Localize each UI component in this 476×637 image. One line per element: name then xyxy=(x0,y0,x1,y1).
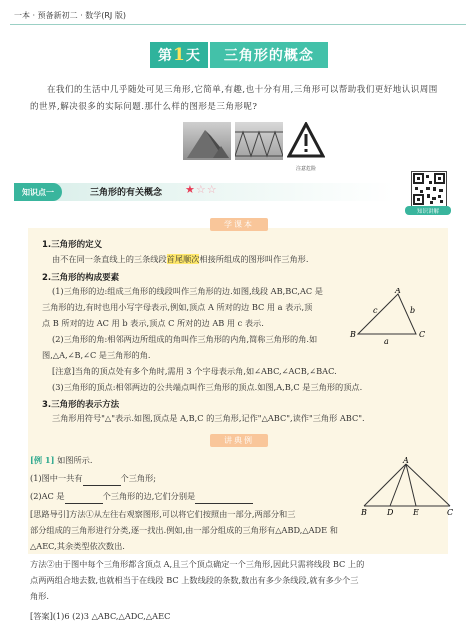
q1-before: (1)图中一共有 xyxy=(30,473,83,483)
q2-blank-1[interactable] xyxy=(65,493,103,504)
day-suffix: 天 xyxy=(185,48,200,64)
elements-line-2: 三角形的边,有时也用小写字母表示,例如,顶点 A 所对的边 BC 用 a 表示,顶 xyxy=(42,302,313,312)
vertex-a-label: A xyxy=(395,288,401,295)
pyramid-image xyxy=(183,122,231,160)
example-stem-text: 如图所示. xyxy=(57,455,93,465)
fig-c-label: C xyxy=(447,508,454,516)
warning-caption: 注意危险 xyxy=(295,166,316,172)
elements-line-1: (1)三角形的边:组成三角形的线段叫作三角形的边.如图,线段 AB,BC,AC 是 xyxy=(52,286,323,296)
examples-pill: 讲典例 xyxy=(210,434,268,447)
section-elements-title: 2.三角形的构成要素 xyxy=(42,273,120,283)
hint-line-4: 方法②由于图中每个三角形都含顶点 A,且三个顶点确定一个三角形,因此只需将线段 BC 上的 xyxy=(30,559,365,569)
difficulty-stars xyxy=(185,183,218,196)
day-prefix: 第 xyxy=(158,48,172,64)
q2-blank-2[interactable] xyxy=(195,493,253,504)
example-q1 xyxy=(30,470,156,486)
intro-paragraph: 在我们的生活中几乎随处可见三角形,它简单,有趣,也十分有用,三角形可以帮助我们更好地认识周围的世界,解决很多的实际问题.那什么样的图形是三角形呢? xyxy=(30,85,438,112)
section-definition-title: 1.三角形的定义 xyxy=(42,240,103,250)
truss-image xyxy=(235,122,283,160)
elements-note: [注意]当角的顶点处有多个角时,需用 3 个字母表示角,如∠ABC,∠ACB,∠BAC. xyxy=(52,366,337,376)
knowledge-point-tag: 知识点一 xyxy=(14,183,62,201)
pyramid-picture xyxy=(183,122,231,160)
study-pill: 学课本 xyxy=(210,218,268,231)
header-divider xyxy=(10,24,466,25)
hint-line-3: △AEC,其余类型依次数出. xyxy=(30,541,125,551)
hint-line-5: 点两两组合地去数,也就相当于在线段 BC 上数线段的条数,数出有多少条线段,就有多少个三 xyxy=(30,575,359,585)
example-label: [例 1] xyxy=(30,455,55,465)
q2-after: 个三角形的边,它们分别是 xyxy=(102,491,196,501)
knowledge-point-title: 三角形的有关概念 xyxy=(90,188,163,198)
q2-before: (2)AC 是 xyxy=(30,491,65,501)
intro-images xyxy=(183,122,325,172)
elements-line-5: 图,△A,∠B,∠C 是三角形的角. xyxy=(42,350,151,360)
star-filled-icon: ★ xyxy=(185,183,196,196)
qr-caption: 知识讲解 xyxy=(405,206,451,215)
topic-title: 三角形的概念 xyxy=(208,42,328,68)
elements-line-3: 点 B 所对的边 AC 用 b 表示,顶点 C 所对的边 AB 用 c 表示. xyxy=(42,318,264,328)
side-c-label: c xyxy=(373,306,378,315)
elements-line-4: (2)三角形的角:相邻两边所组成的角叫作三角形的内角,简称三角形的角.如 xyxy=(52,334,318,344)
example-figure xyxy=(356,456,456,516)
side-a-label: a xyxy=(384,337,389,346)
day-number: 1 xyxy=(173,45,185,65)
side-b-label: b xyxy=(410,306,416,315)
example-1-stem xyxy=(30,452,92,468)
hint-line-1: [思路导引]方法①从左往右观察图形,可以将它们按照由一部分,两部分和三 xyxy=(30,509,296,519)
example-q2 xyxy=(30,488,253,504)
truss-picture xyxy=(235,122,283,160)
definition-after: 相接所组成的图形叫作三角形. xyxy=(199,254,309,264)
knowledge-point-bar xyxy=(14,183,394,201)
hint-line-2: 部分组成的三角形进行分类,逐一找出.例如,由一部分组成的三角形有△ABD,△ADE 和 xyxy=(30,525,338,535)
fig-a-label: A xyxy=(403,456,409,465)
hint-line-6: 角形. xyxy=(30,591,49,601)
definition-before: 由不在同一条直线上的三条线段 xyxy=(52,254,167,264)
definition-highlight: 首尾顺次 xyxy=(166,254,200,264)
lesson-title xyxy=(150,42,328,68)
fig-e-label: E xyxy=(413,508,419,516)
q1-blank[interactable] xyxy=(83,475,121,486)
fig-b-label: B xyxy=(361,508,367,516)
fig-d-label: D xyxy=(387,508,394,516)
answer-line: [答案](1)6 (2)3 △ABC,△ADC,△AEC xyxy=(30,611,171,621)
section-notation-title: 3.三角形的表示方法 xyxy=(42,400,120,410)
qr-code[interactable] xyxy=(411,171,447,207)
star-empty-icon: ☆☆ xyxy=(195,183,218,196)
warning-sign xyxy=(287,122,325,172)
notation-text: 三角形用符号"△"表示.如图,顶点是 A,B,C 的三角形,记作"△ABC",读作"三角形 ABC". xyxy=(52,413,365,423)
qr-code-icon xyxy=(412,172,446,206)
vertex-b-label: B xyxy=(350,330,356,339)
elements-line-7: (3)三角形的顶点:相邻两边的公共端点叫作三角形的顶点.如图,A,B,C 是三角形的顶点. xyxy=(52,382,363,392)
definition-text xyxy=(52,251,308,267)
triangle-abc-figure xyxy=(348,288,434,346)
day-badge xyxy=(150,42,208,68)
page-header: 一本 · 预备新初二 · 数学(RJ 版) xyxy=(14,11,126,20)
vertex-c-label: C xyxy=(419,330,426,339)
q1-after: 个三角形; xyxy=(120,473,157,483)
warning-triangle-icon xyxy=(287,122,325,162)
